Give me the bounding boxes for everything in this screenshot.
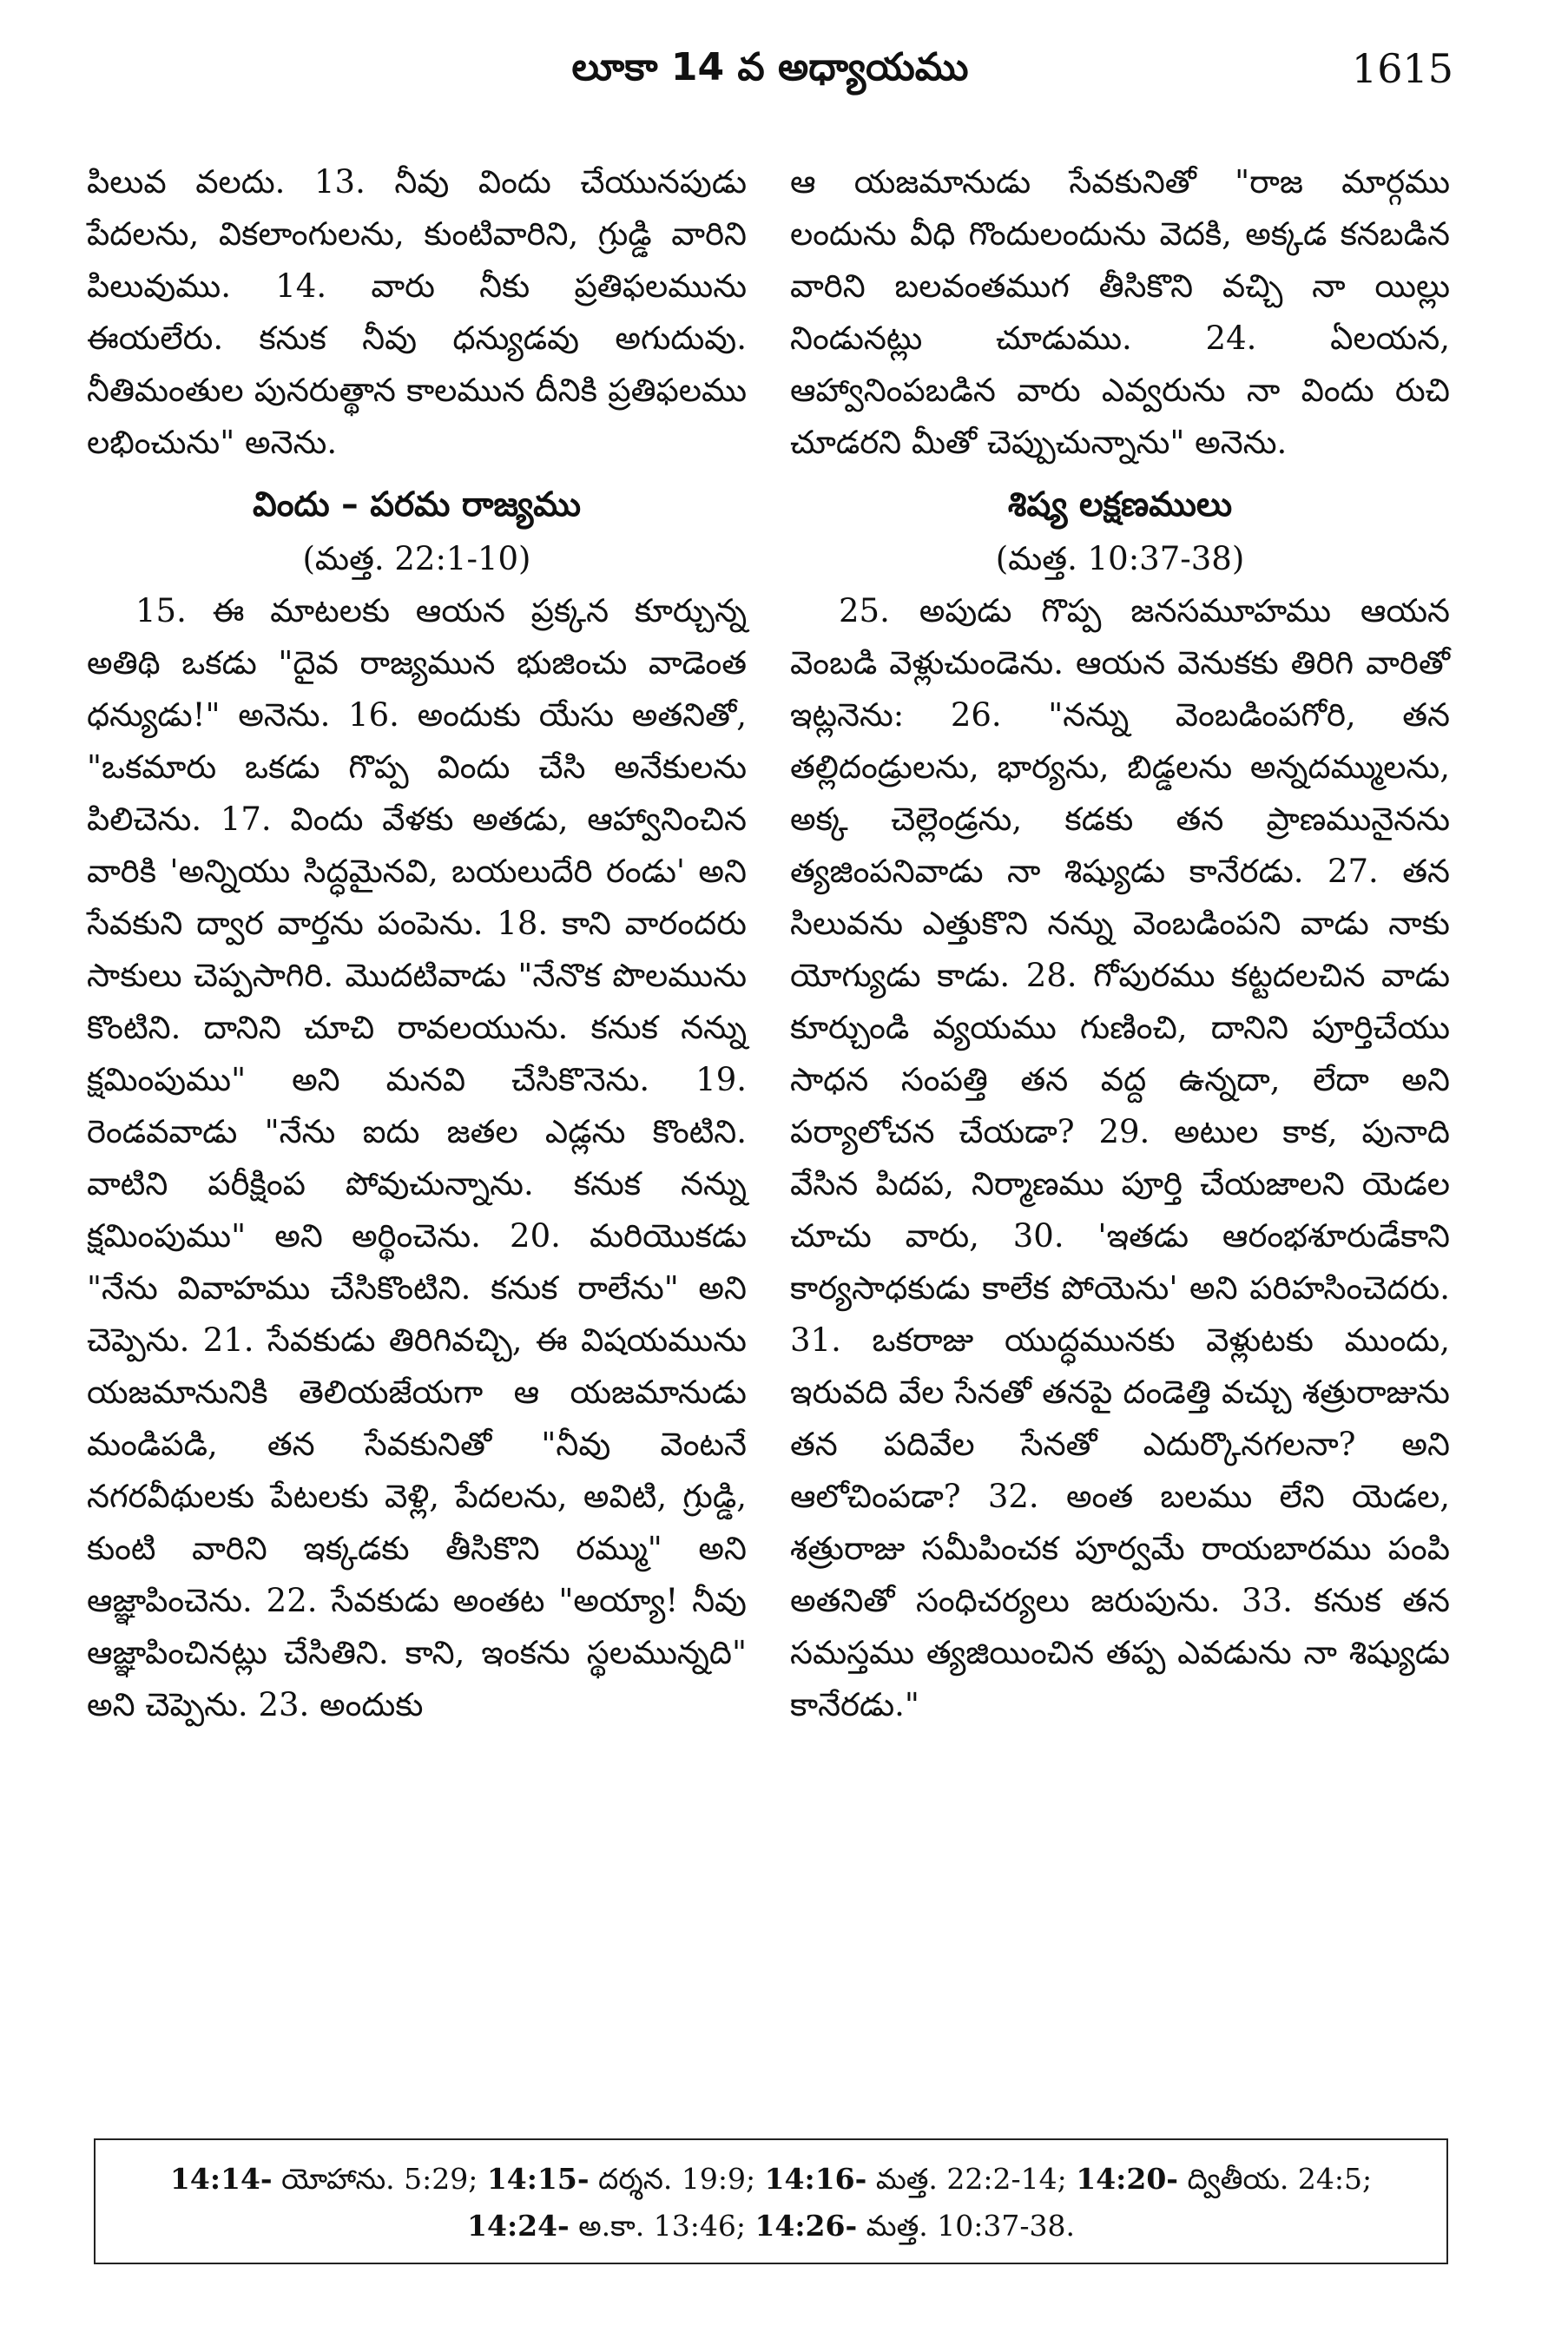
footnote-text: అ.కా. 13:46; bbox=[569, 2209, 755, 2243]
footnote-line-1 bbox=[122, 2156, 1420, 2203]
footnote-text: ద్వితీయ. 24:5; bbox=[1177, 2162, 1373, 2196]
footnote-ref: 14:16- bbox=[764, 2162, 867, 2196]
paragraph-right-1: ఆ యజమానుడు సేవకునితో "రాజ మార్గము లందును వీధి గొందులందును వెదకి, అక్కడ కనబడిన వారిని బలవంతముగ తీసికొని వచ్చి నా యిల్లు నిండునట్లు చూడుము. 24. ఏలయన, ఆహ్వానింపబడిన వారు ఎవ్వరును నా విందు రుచి చూడరని మీతో చెప్పుచున్నాను" అనెను. bbox=[790, 163, 1450, 461]
footnote-text: మత్త. 22:2-14; bbox=[866, 2162, 1077, 2196]
footnote-ref: 14:15- bbox=[486, 2162, 590, 2196]
paragraph-left-2: 15. ఈ మాటలకు ఆయన ప్రక్కన కూర్చున్న అతిథి ఒకడు "దైవ రాజ్యమున భుజించు వాడెంత ధన్యుడు!" అనెను. 16. అందుకు యేసు అతనితో, "ఒకమారు ఒకడు గొప్ప విందు చేసి అనేకులను పిలిచెను. 17. విందు వేళకు అతడు, ఆహ్వానించిన వారికి 'అన్నియు సిద్ధమైనవి, బయలుదేరి రండు' అని సేవకుని ద్వార వార్తను పంపెను. 18. కాని వారందరు సాకులు చెప్పసాగిరి. మొదటివాడు "నేనొక పొలమును కొంటిని. దానిని చూచి రావలయును. కనుక నన్ను క్షమింపుము" అని మనవి చేసికొనెను. 19. రెండవవాడు "నేను ఐదు జతల ఎడ్లను కొంటిని. వాటిని పరీక్షింప పోవుచున్నాను. కనుక నన్ను క్షమింపుము" అని అర్థించెను. 20. మరియొకడు "నేను వివాహము చేసికొంటిని. కనుక రాలేను" అని చెప్పెను. 21. సేవకుడు తిరిగివచ్చి, ఈ విషయమును యజమానునికి తెలియజేయగా ఆ యజమానుడు మండిపడి, తన సేవకునితో "నీవు వెంటనే నగరవీథులకు పేటలకు వెళ్లి, పేదలను, అవిటి, గ్రుడ్డి, కుంటి వారిని ఇక్కడకు తీసికొని రమ్ము" అని ఆజ్ఞాపించెను. 22. సేవకుడు అంతట "అయ్యా! నీవు ఆజ్ఞాపించినట్లు చేసితిని. కాని, ఇంకను స్థలమున్నది" అని చెప్పెను. 23. అందుకు bbox=[87, 592, 747, 1723]
footnote-ref: 14:20- bbox=[1076, 2162, 1178, 2196]
chapter-title: లూకా 14 వ అధ్యాయము bbox=[571, 45, 969, 89]
footnote-text: యోహాను. 5:29; bbox=[272, 2162, 487, 2196]
page-number: 1615 bbox=[1351, 45, 1453, 92]
footnote-text: మత్త. 10:37-38. bbox=[857, 2209, 1075, 2243]
paragraph-right-2: 25. అపుడు గొప్ప జనసమూహము ఆయన వెంబడి వెళ్లుచుండెను. ఆయన వెనుకకు తిరిగి వారితో ఇట్లనెను: 26. "నన్ను వెంబడింపగోరి, తన తల్లిదండ్రులను, భార్యను, బిడ్డలను అన్నదమ్ములను, అక్క చెల్లెండ్రను, కడకు తన ప్రాణమునైనను త్యజింపనివాడు నా శిష్యుడు కానేరడు. 27. తన సిలువను ఎత్తుకొని నన్ను వెంబడింపని వాడు నాకు యోగ్యుడు కాడు. 28. గోపురము కట్టదలచిన వాడు కూర్చుండి వ్యయము గుణించి, దానిని పూర్తిచేయు సాధన సంపత్తి తన వద్ద ఉన్నదా, లేదా అని పర్యాలోచన చేయడా? 29. అటుల కాక, పునాది వేసిన పిదప, నిర్మాణము పూర్తి చేయజాలని యెడల చూచు వారు, 30. 'ఇతడు ఆరంభశూరుడేకాని కార్యసాధకుడు కాలేక పోయెను' అని పరిహసించెదరు. 31. ఒకరాజు యుద్ధమునకు వెళ్లుటకు ముందు, ఇరువది వేల సేనతో తనపై దండెత్తి వచ్చు శత్రురాజును తన పదివేల సేనతో ఎదుర్కొనగలనా? అని ఆలోచింపడా? 32. అంత బలము లేని యెడల, శత్రురాజు సమీపించక పూర్వమే రాయబారము పంపి అతనితో సంధిచర్యలు జరుపును. 33. కనుక తన సమస్తము త్యజియించిన తప్ప ఎవడును నా శిష్యుడు కానేరడు." bbox=[790, 592, 1450, 1723]
section-reference-feast: (మత్త. 22:1-10) bbox=[302, 540, 531, 577]
section-heading-discipleship: శిష్య లక్షణములు bbox=[1007, 485, 1233, 524]
left-column bbox=[87, 156, 747, 1731]
footnote-ref: 14:26- bbox=[754, 2209, 858, 2243]
paragraph-left-1: పిలువ వలదు. 13. నీవు విందు చేయునపుడు పేదలను, వికలాంగులను, కుంటివారిని, గ్రుడ్డి వారిని పిలువుము. 14. వారు నీకు ప్రతిఫలమును ఈయలేరు. కనుక నీవు ధన్యుడవు అగుదువు. నీతిమంతుల పునరుత్థాన కాలమున దీనికి ప్రతిఫలము లభించును" అనెను. bbox=[87, 163, 747, 461]
page-header bbox=[87, 38, 1453, 108]
section-reference-discipleship: (మత్త. 10:37-38) bbox=[995, 540, 1245, 577]
right-column bbox=[790, 156, 1450, 1731]
section-heading-feast: విందు – పరమ రాజ్యము bbox=[253, 485, 581, 524]
footnote-line-2 bbox=[122, 2203, 1420, 2250]
footnote-text: దర్శన. 19:9; bbox=[589, 2162, 765, 2196]
footnote-ref: 14:24- bbox=[467, 2209, 570, 2243]
footnote-ref: 14:14- bbox=[169, 2162, 273, 2196]
cross-reference-box bbox=[94, 2138, 1448, 2264]
